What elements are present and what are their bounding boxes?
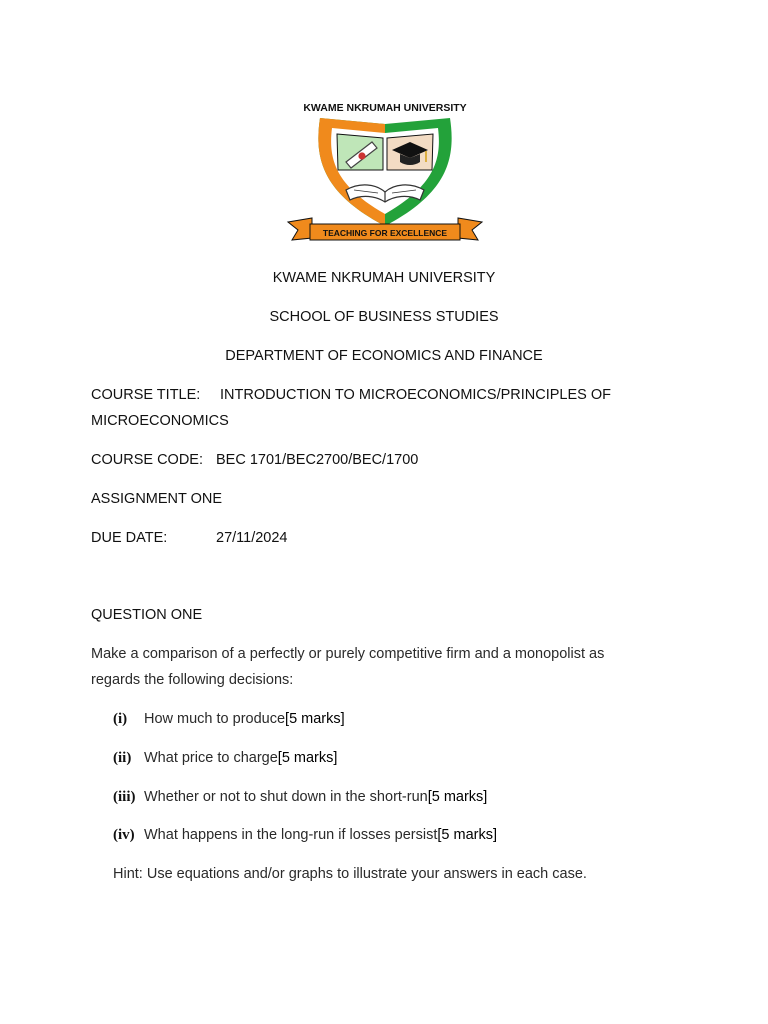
item-text: How much to produce	[144, 711, 286, 727]
item-marks: [5 marks]	[427, 789, 488, 805]
assignment-title: ASSIGNMENT ONE	[91, 491, 223, 507]
course-code-label: COURSE CODE:	[91, 452, 203, 468]
item-text: Whether or not to shut down in the short-run	[144, 789, 428, 805]
due-date-label: DUE DATE:	[91, 530, 168, 546]
question-item	[113, 789, 136, 806]
item-number: (iii)	[113, 789, 136, 805]
school-name: SCHOOL OF BUSINESS STUDIES	[269, 309, 499, 325]
item-text: What happens in the long-run if losses persist	[144, 827, 438, 843]
question-item-text	[144, 827, 497, 843]
course-title-label: COURSE TITLE:	[91, 387, 201, 403]
hint-text: Hint: Use equations and/or graphs to illustrate your answers in each case.	[113, 866, 587, 882]
question-item	[113, 827, 135, 844]
svg-text:KWAME NKRUMAH UNIVERSITY: KWAME NKRUMAH UNIVERSITY	[303, 102, 467, 114]
item-number: (i)	[113, 711, 128, 727]
question-intro-line1: Make a comparison of a perfectly or purely competitive firm and a monopolist as	[91, 646, 605, 662]
item-number: (ii)	[113, 750, 132, 766]
item-number: (iv)	[113, 827, 135, 843]
due-date-value: 27/11/2024	[216, 530, 288, 546]
svg-text:TEACHING FOR EXCELLENCE: TEACHING FOR EXCELLENCE	[322, 228, 448, 238]
course-code-value: BEC 1701/BEC2700/BEC/1700	[216, 452, 419, 468]
item-marks: [5 marks]	[437, 827, 498, 843]
item-marks: [5 marks]	[285, 711, 345, 727]
item-marks: [5 marks]	[277, 750, 338, 766]
question-item	[113, 711, 127, 728]
department-name: DEPARTMENT OF ECONOMICS AND FINANCE	[225, 348, 543, 364]
question-item-text	[144, 711, 345, 727]
university-crest-logo	[280, 98, 490, 248]
university-name: KWAME NKRUMAH UNIVERSITY	[272, 270, 496, 286]
question-intro-line2: regards the following decisions:	[91, 672, 294, 688]
question-item-text	[144, 789, 487, 805]
course-title-line1: INTRODUCTION TO MICROECONOMICS/PRINCIPLES OF	[220, 387, 611, 403]
course-title-line2: MICROECONOMICS	[91, 413, 229, 429]
question-heading: QUESTION ONE	[91, 607, 203, 623]
question-item	[113, 750, 131, 767]
question-item-text	[144, 750, 337, 766]
item-text: What price to charge	[144, 750, 278, 766]
